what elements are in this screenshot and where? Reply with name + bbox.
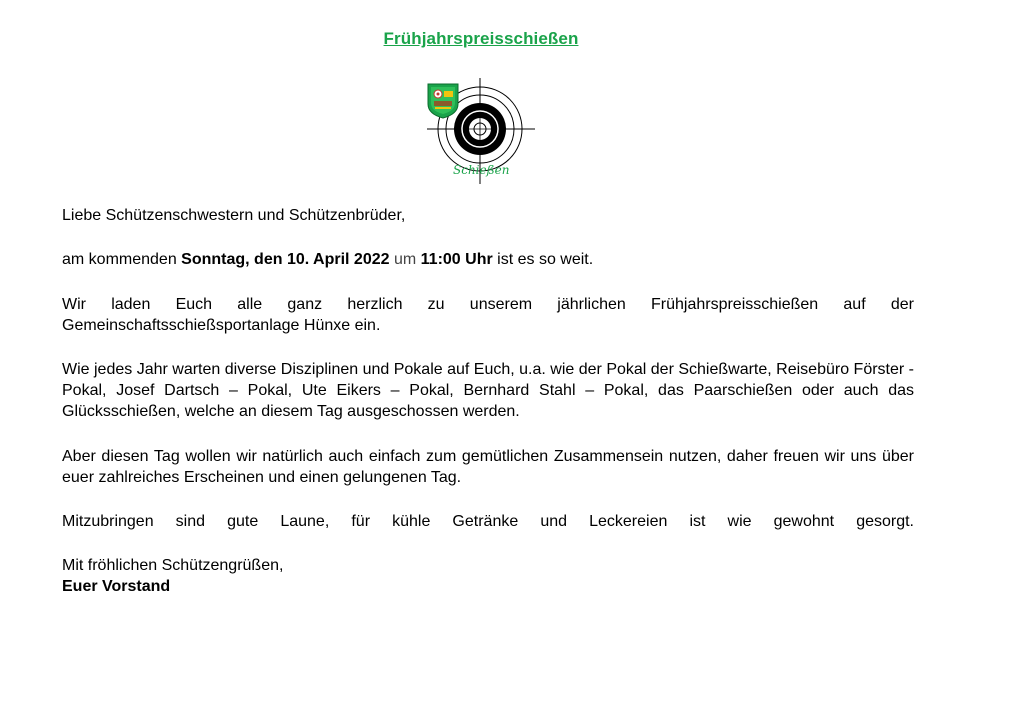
signature: [62, 576, 914, 597]
greeting: Liebe Schützenschwestern und Schützenbrüder,: [62, 207, 406, 224]
event-time: 11:00 Uhr: [420, 251, 493, 268]
signature-text: Euer Vorstand: [62, 578, 171, 595]
date-line: [62, 249, 914, 270]
date-suffix: ist es so weit.: [492, 251, 594, 268]
date-prefix: am kommenden: [62, 251, 182, 268]
closing-line: Mit fröhlichen Schützengrüßen,: [62, 557, 284, 574]
gathering-paragraph: Aber diesen Tag wollen wir natürlich auch einfach zum gemütlichen Zusammensein nutzen, daher freuen wir uns über euer zahlreiches Erscheinen und einen gelungenen Tag.: [62, 448, 914, 486]
club-crest-icon: [428, 84, 458, 118]
invitation-paragraph: Wir laden Euch alle ganz herzlich zu unserem jährlichen Frühjahrspreisschießen auf der Gemeinschaftsschießsportanlage Hünxe ein.: [62, 296, 914, 334]
date-mid: um: [389, 251, 421, 268]
bring-paragraph: Mitzubringen sind gute Laune, für kühle Getränke und Leckereien ist wie gewohnt gesorgt.: [62, 513, 914, 530]
event-date: Sonntag, den 10. April 2022: [181, 251, 390, 268]
disciplines-paragraph: Wie jedes Jahr warten diverse Disziplinen und Pokale auf Euch, u.a. wie der Pokal der Schießwarte, Reisebüro Förster - Pokal, Josef Dartsch – Pokal, Ute Eikers – Pokal, Bernhard Stahl – Pokal, das Paarschießen oder auch das Glücksschießen, welche an diesem Tag ausgeschossen werden.: [62, 361, 914, 420]
logo-caption: Schießen: [453, 163, 510, 177]
document-title: Frühjahrspreisschießen: [383, 29, 579, 48]
